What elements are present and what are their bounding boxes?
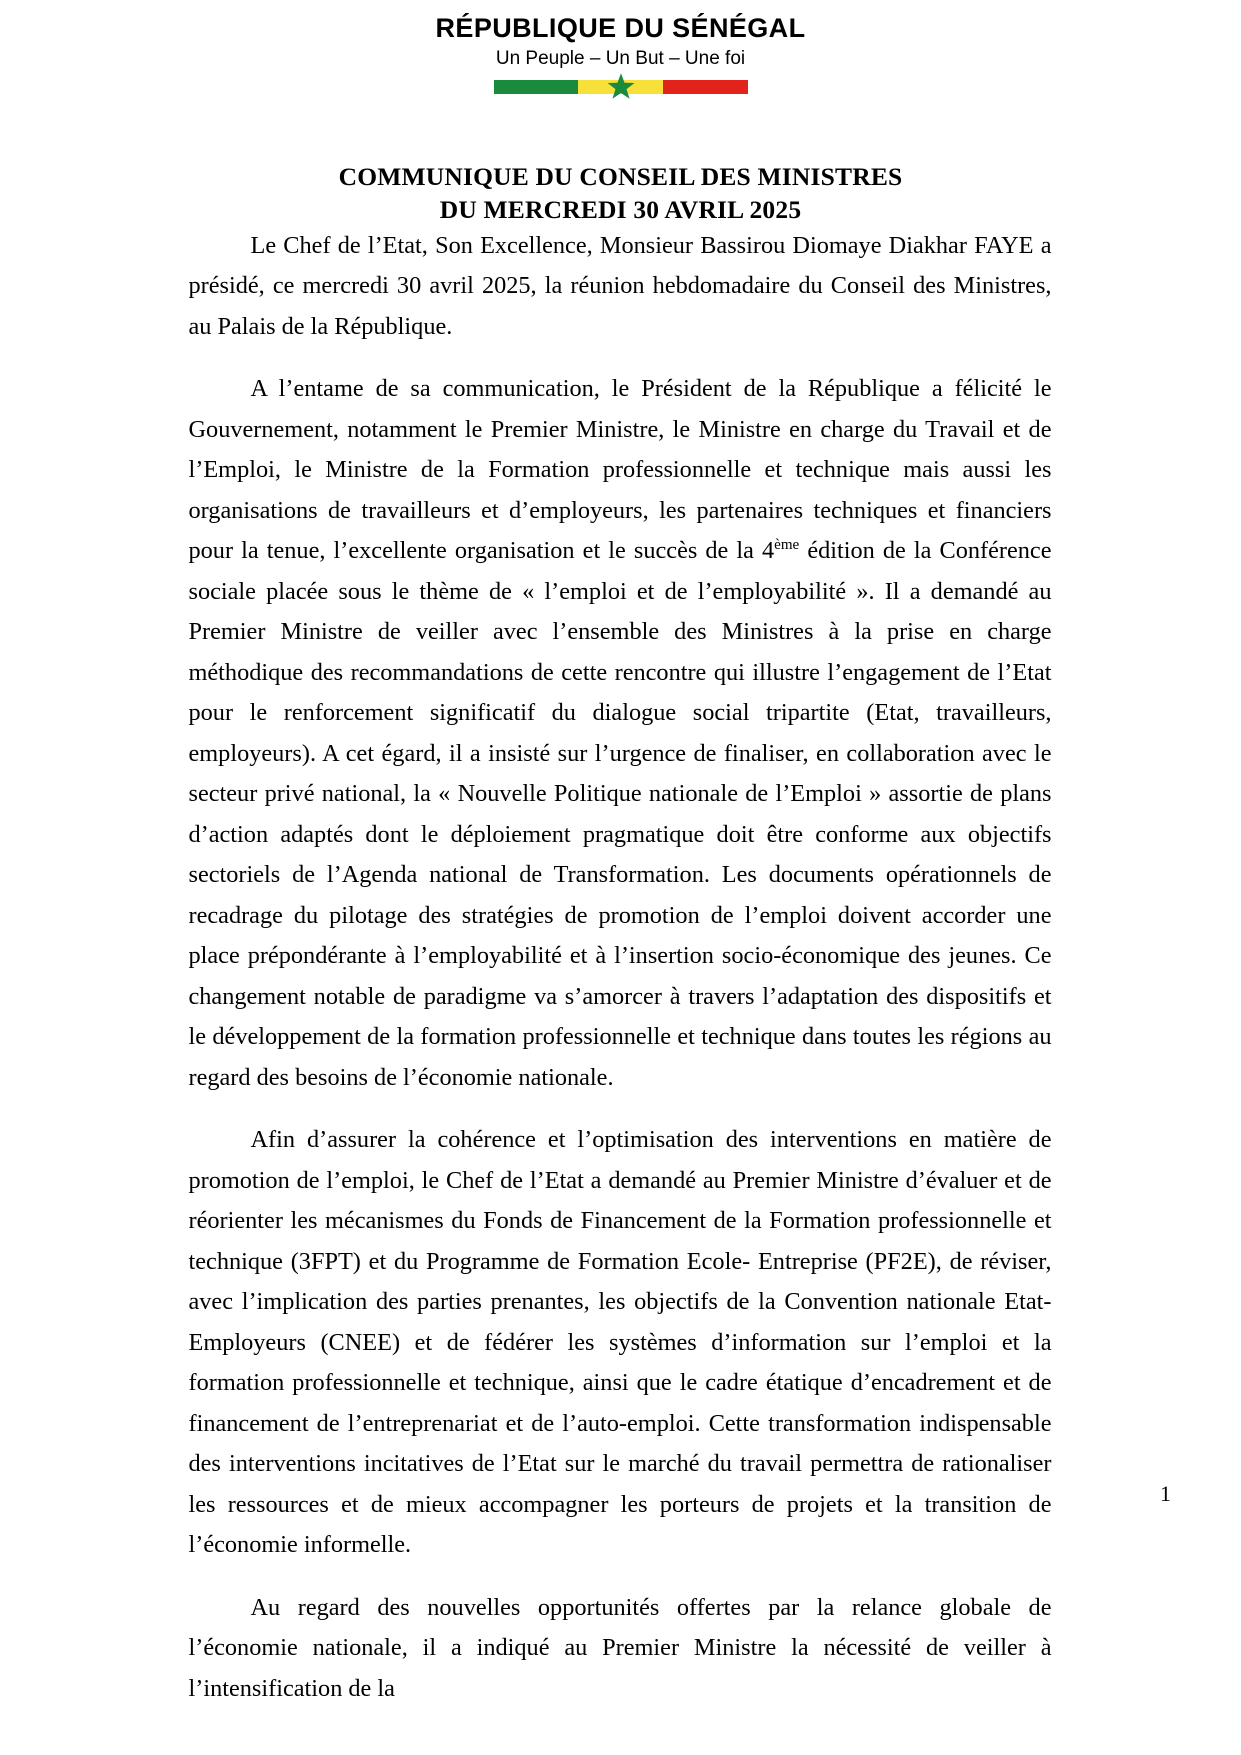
paragraph-4 (189, 1588, 1052, 1710)
paragraph-2-text-after-ordinal: édition de la Conférence sociale placée sous le thème de « l’emploi et de l’employabilité ». Il a demandé au Premier Ministre de veiller avec l’ensemble des Ministres à la prise en charge méthodique des recommandations de cette rencontre qui illustre l’engagement de l’Etat pour le renforcement significatif du dialogue social tripartite (Etat, travailleurs, employeurs). A cet égard, il a insisté sur l’urgence de finaliser, en collaboration avec le secteur privé national, la « Nouvelle Politique nationale de l’Emploi » assortie de plans d’action adaptés dont le déploiement pragmatique doit être conforme aux objectifs sectoriels de l’Agenda national de Transformation. Les documents opérationnels de recadrage du pilotage des stratégies de promotion de l’emploi doivent accorder une place prépondérante à l’employabilité et à l’insertion socio-économique des jeunes. Ce changement notable de paradigme va s’amorcer à travers l’adaptation des dispositifs et le développement de la formation professionnelle et technique dans toutes les régions au regard des besoins de l’économie nationale. (188, 537, 1052, 1091)
senegal-flag-bar (494, 80, 748, 94)
paragraph-2-ordinal-suffix: ème (774, 537, 800, 554)
paragraph-3-text: Afin d’assurer la cohérence et l’optimisation des interventions en matière de promotion de l’emploi, le Chef de l’Etat a demandé au Premier Ministre d’évaluer et de réorienter les mécanismes du Fonds de Financement de la Formation professionnelle et technique (3FPT) et du Programme de Formation Ecole- Entreprise (PF2E), de réviser, avec l’implication des parties prenantes, les objectifs de la Convention nationale Etat- Employeurs (CNEE) et de fédérer les systèmes d’information sur l’emploi et la formation professionnelle et technique, ainsi que le cadre étatique d’encadrement et de financement de l’entreprenariat et de l’auto-emploi. Cette transformation indispensable des interventions incitatives de l’Etat sur le marché du travail permettra de rationaliser les ressources et de mieux accompagner les porteurs de projets et la transition de l’économie informelle. (188, 1126, 1052, 1559)
page-title (0, 94, 1241, 226)
paragraph-1-text: Le Chef de l’Etat, Son Excellence, Monsieur Bassirou Diomaye Diakhar FAYE a présidé, ce mercredi 30 avril 2025, la réunion hebdomadaire du Conseil des Ministres, au Palais de la République. (188, 231, 1052, 340)
paragraph-2 (189, 369, 1052, 1098)
document-body (121, 226, 1121, 1710)
letterhead (0, 0, 1241, 94)
letterhead-country-name: RÉPUBLIQUE DU SÉNÉGAL (435, 13, 806, 43)
paragraph-2-text-before-ordinal: A l’entame de sa communication, le Président de la République a félicité le Gouvernement, notamment le Premier Ministre, le Ministre en charge du Travail et de l’Emploi, le Ministre de la Formation professionnelle et technique mais aussi les organisations de travailleurs et d’employeurs, les partenaires techniques et financiers pour la tenue, l’excellente organisation et le succès de la 4 (188, 375, 1052, 565)
page-title-line-1: COMMUNIQUE DU CONSEIL DES MINISTRES (338, 161, 903, 191)
flag-segment-green (494, 80, 579, 94)
flag-segment-red (663, 80, 748, 94)
paragraph-4-text: Au regard des nouvelles opportunités offertes par la relance globale de l’économie nationale, il a indiqué au Premier Ministre la nécessité de veiller à l’intensification de la (188, 1593, 1052, 1702)
star-icon (606, 72, 636, 102)
paragraph-3 (189, 1120, 1052, 1566)
letterhead-motto: Un Peuple – Un But – Une foi (495, 47, 746, 69)
paragraph-1 (189, 226, 1052, 348)
page-title-line-2: DU MERCREDI 30 AVRIL 2025 (439, 194, 802, 224)
page-number: 1 (1160, 1481, 1171, 1506)
